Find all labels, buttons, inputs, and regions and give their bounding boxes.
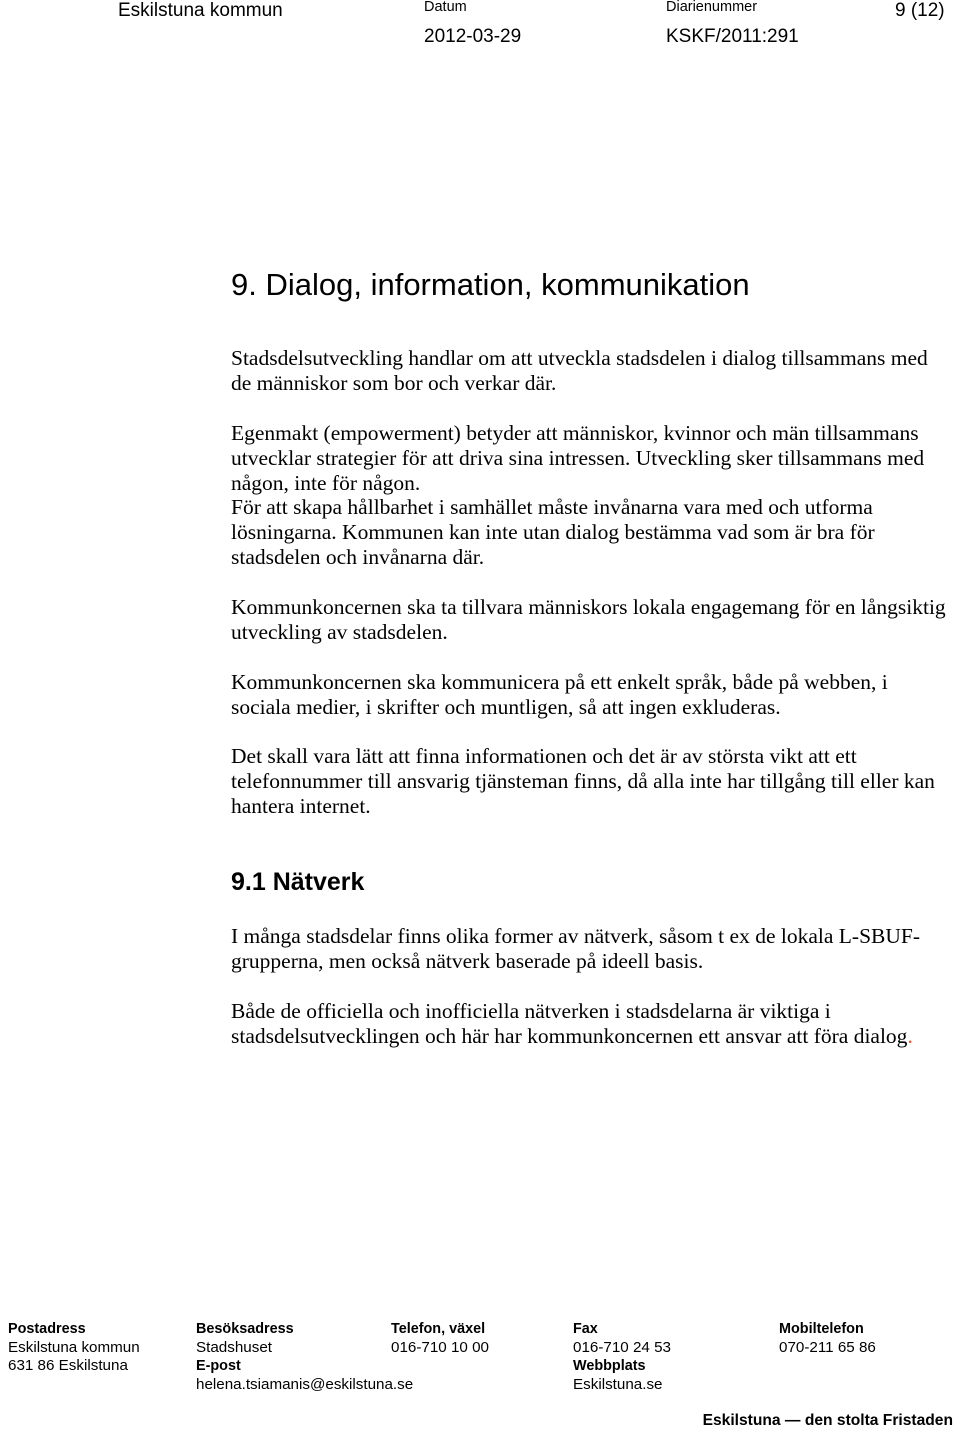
paragraph	[231, 670, 946, 720]
text-line	[231, 1024, 920, 1049]
postal-address-label: Postadress	[8, 1321, 86, 1337]
phone-value: 016-710 10 00	[391, 1338, 489, 1356]
organization-name: Eskilstuna kommun	[118, 0, 283, 21]
text-line: grupperna, men också nätverk baserade på ideell basis.	[231, 948, 704, 973]
final-period: .	[907, 1023, 913, 1048]
footer-mobile	[779, 1320, 876, 1357]
text-line: de människor som bor och verkar där.	[231, 370, 557, 395]
footer-visiting-address	[196, 1320, 413, 1394]
text-line: sociala medier, i skrifter och muntligen, så att ingen exkluderas.	[231, 694, 781, 719]
text-line: Det skall vara lätt att finna informationen och det är av största vikt att ett	[231, 744, 857, 769]
text-line: Egenmakt (empowerment) betyder att människor, kvinnor och män tillsammans	[231, 420, 919, 445]
text-line: utveckling av stadsdelen.	[231, 619, 448, 644]
text-line: stadsdelen och invånarna där.	[231, 545, 485, 570]
website-value: Eskilstuna.se	[573, 1375, 663, 1393]
paragraph	[231, 999, 920, 1049]
section-heading: 9. Dialog, information, kommunikation	[231, 267, 750, 302]
mobile-label: Mobiltelefon	[779, 1321, 864, 1337]
website-label: Webbplats	[573, 1358, 646, 1374]
text-line: utvecklar strategier för att driva sina intressen. Utveckling sker tillsammans med	[231, 445, 925, 470]
text-line: telefonnummer till ansvarig tjänsteman finns, då alla inte har tillgång till eller kan	[231, 769, 935, 794]
text-line: lösningarna. Kommunen kan inte utan dialog bestämma vad som är bra för	[231, 520, 875, 545]
text-line: någon, inte för någon.	[231, 470, 421, 495]
email-value: helena.tsiamanis@eskilstuna.se	[196, 1375, 414, 1393]
subsection-body	[231, 924, 920, 1049]
paragraph	[231, 744, 946, 819]
visiting-address-value: Stadshuset	[196, 1338, 272, 1356]
section-body	[231, 346, 946, 819]
reference-number-label: Diarienummer	[666, 0, 758, 15]
text-line: Både de officiella och inofficiella nätverken i stadsdelarna är viktiga i	[231, 998, 831, 1023]
footer-tagline: Eskilstuna — den stolta Fristaden	[702, 1412, 953, 1429]
mobile-value: 070-211 65 86	[779, 1338, 876, 1356]
reference-number-value: KSKF/2011:291	[666, 26, 799, 47]
footer-postal-address	[8, 1320, 140, 1376]
page-number: 9 (12)	[895, 0, 945, 21]
subsection-heading: 9.1 Nätverk	[231, 868, 365, 896]
text-line: Stadsdelsutveckling handlar om att utveckla stadsdelen i dialog tillsammans med	[231, 346, 928, 370]
email-label: E-post	[196, 1358, 241, 1374]
date-value: 2012-03-29	[424, 26, 522, 47]
paragraph	[231, 346, 946, 396]
paragraph	[231, 924, 920, 974]
text-line: För att skapa hållbarhet i samhället måste invånarna vara med och utforma	[231, 495, 873, 520]
visiting-address-label: Besöksadress	[196, 1321, 294, 1337]
phone-label: Telefon, växel	[391, 1321, 486, 1337]
paragraph	[231, 595, 946, 645]
text-line: Kommunkoncernen ska ta tillvara människors lokala engagemang för en långsiktig	[231, 595, 946, 620]
postal-address-line: 631 86 Eskilstuna	[8, 1357, 128, 1374]
footer-fax	[573, 1320, 671, 1394]
fax-label: Fax	[573, 1321, 598, 1337]
fax-value: 016-710 24 53	[573, 1338, 671, 1356]
text-line: I många stadsdelar finns olika former av nätverk, såsom t ex de lokala L-SBUF-	[231, 924, 921, 948]
text-line: Kommunkoncernen ska kommunicera på ett enkelt språk, både på webben, i	[231, 669, 888, 694]
paragraph	[231, 421, 946, 570]
postal-address-line: Eskilstuna kommun	[8, 1338, 140, 1356]
text-line: hantera internet.	[231, 794, 371, 819]
footer-phone	[391, 1320, 489, 1357]
text-line-content: stadsdelsutvecklingen och här har kommunkoncernen ett ansvar att föra dialog	[231, 1023, 908, 1048]
date-label: Datum	[424, 0, 467, 15]
